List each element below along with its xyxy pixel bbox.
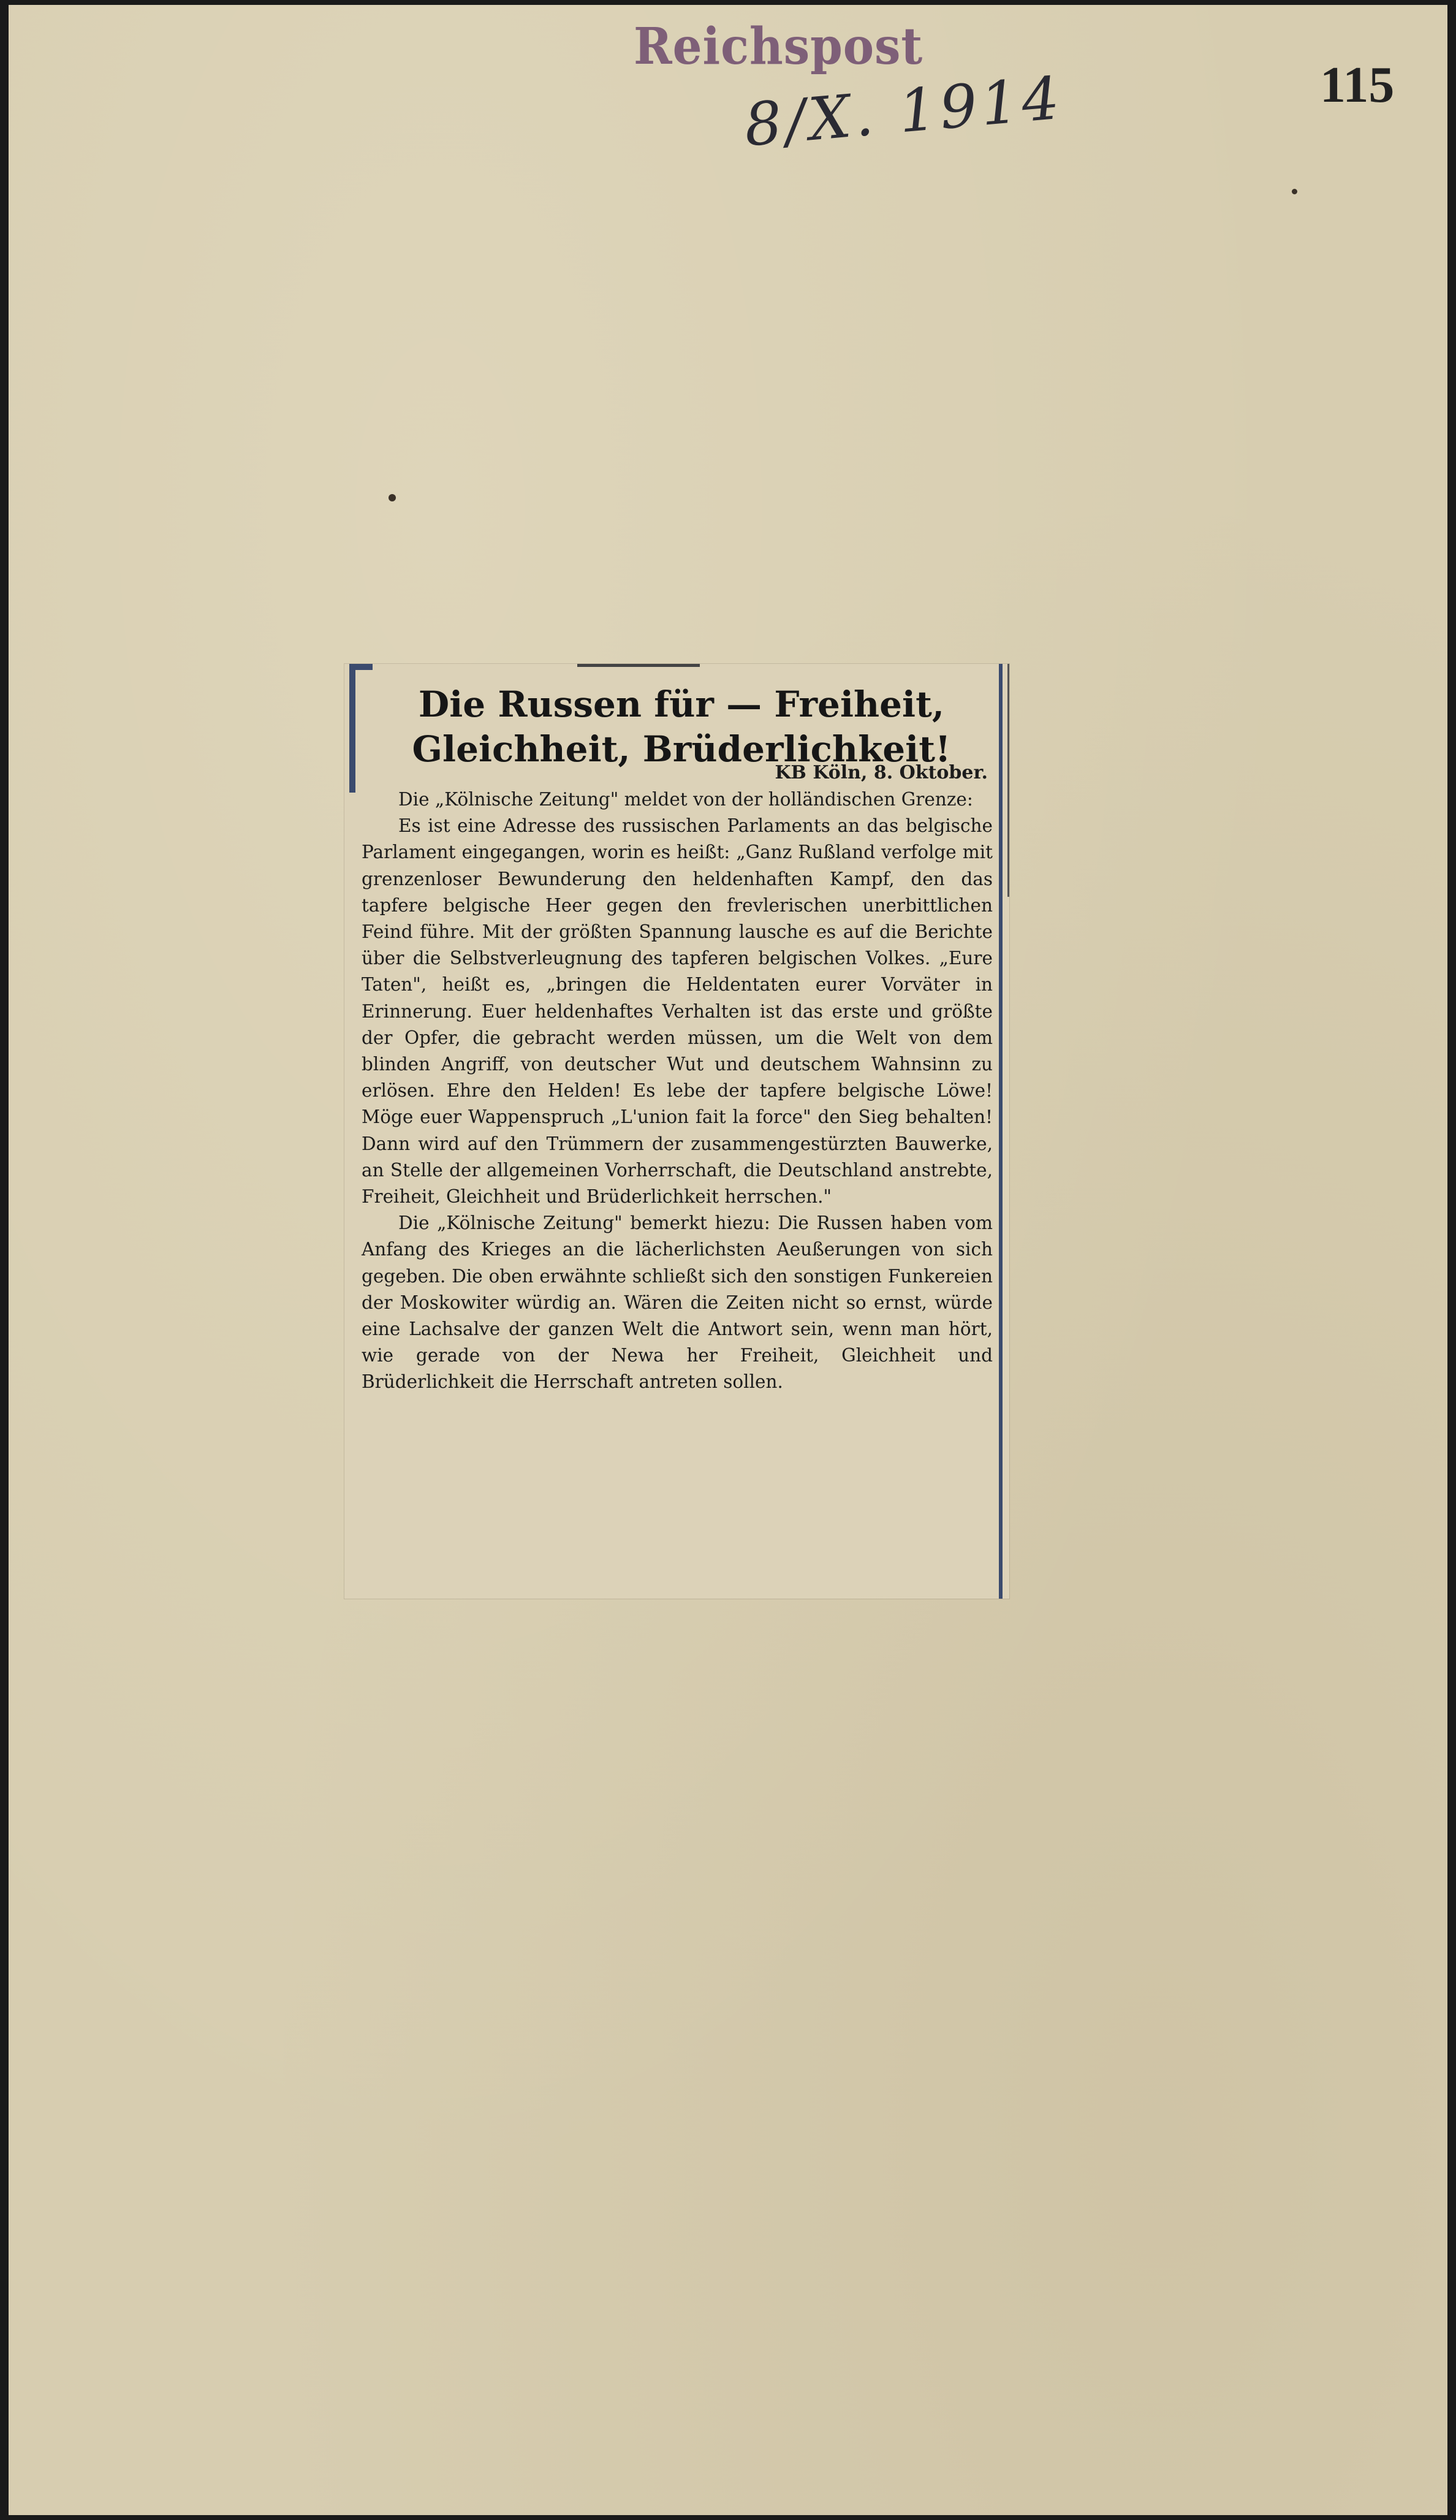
paper-speck: [1292, 189, 1297, 194]
clipping-edge-line: [1007, 664, 1009, 897]
newspaper-stamp: Reichspost: [634, 17, 923, 76]
archive-sheet: [9, 5, 1447, 2515]
article-dateline: KB Köln, 8. Oktober.: [775, 762, 988, 783]
handwritten-date: 8/X. 1914: [741, 63, 1066, 160]
page-number: 115: [1320, 56, 1395, 113]
article-body: [362, 786, 993, 1396]
clipping-blue-edge: [999, 664, 1003, 1599]
article-headline: Die Russen für — Freiheit, Gleichheit, Brüderlichkeit!: [412, 683, 951, 770]
clipping-rule: [577, 664, 700, 667]
paper-speck: [389, 494, 396, 501]
article-paragraph: Die „Kölnische Zeitung" bemerkt hiezu: Die Russen haben vom Anfang des Krieges an die lächerlichsten Aeußerungen von sich gegeben. Die oben erwähnte schließt sich den sonstigen Funkereien der Moskowiter würdig an. Wären die Zeiten nicht so ernst, würde eine Lachsalve der ganzen Welt die Antwort sein, wenn man hört, wie gerade von der Newa her Freiheit, Gleichheit und Brüderlichkeit die Herrschaft antreten sollen.: [362, 1212, 993, 1393]
article-paragraph: Es ist eine Adresse des russischen Parlaments an das belgische Parlament eingegangen, worin es heißt: „Ganz Rußland verfolge mit grenzenloser Bewunderung den heldenhaften Kampf, den das tapfere belgische Heer gegen den frevlerischen unerbittlichen Feind führe. Mit der größten Spannung lausche es auf die Berichte über die Selbstverleugnung des tapferen belgischen Volkes. „Eure Taten", heißt es, „bringen die Heldentaten eurer Vorväter in Erinnerung. Euer heldenhaftes Verhalten ist das erste und größte der Opfer, die gebracht werden müssen, um die Welt von dem blinden Angriff, von deutscher Wut und deutschem Wahnsinn zu erlösen. Ehre den Helden! Es lebe der tapfere belgische Löwe! Möge euer Wappenspruch „L'union fait la force" den Sieg behalten! Dann wird auf den Trümmern der zusammengestürzten Bauwerke, an Stelle der allgemeinen Vorherrschaft, die Deutschland anstrebte, Freiheit, Gleichheit und Brüderlichkeit herrschen.": [362, 815, 993, 1208]
article-paragraph: Die „Kölnische Zeitung" meldet von der holländischen Grenze:: [398, 789, 973, 810]
newspaper-clipping: [344, 664, 1009, 1599]
